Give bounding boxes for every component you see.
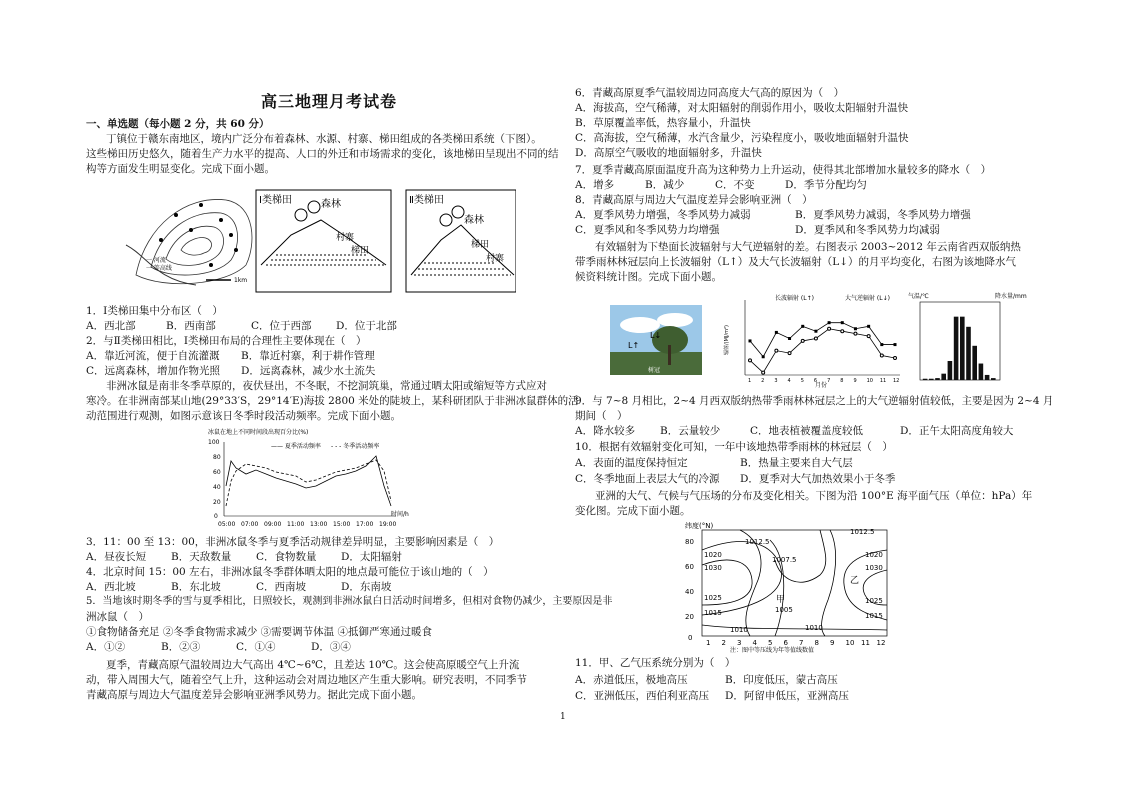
q1-option-c[interactable]: C．位于西部 [251,320,312,332]
radiation-line-chart [723,294,900,389]
radiation-xtick: 12 [893,378,900,384]
temp-label: 气温/℃ [908,293,929,300]
fig2-ytick-40: 40 [213,484,221,491]
precip-label: 降水量/mm [995,293,1027,300]
question-5-options [86,640,351,654]
up-point [854,327,857,330]
forest-label-1: 森林 [321,199,341,210]
radiation-xtick: 1 [748,378,752,384]
fig2-xtick-3: 11:00 [287,521,305,528]
isobar-xtick: 2 [721,639,726,647]
q8-option-c[interactable]: C．夏季风和冬季风势力均增强 [575,224,720,236]
q6-option-d[interactable]: D．高原空气吸收的地面辐射多，升温快 [575,147,762,159]
type1-diagram [256,190,391,292]
village-label-2: 村寨 [486,254,505,264]
radiation-ylabel: 辐射/(MJ/m²) [724,325,730,355]
fig2-ytick-80: 80 [213,454,221,461]
isobar-label-1015-b: 1015 [865,612,883,620]
q10-option-b[interactable]: B．热量主要来自大气层 [740,457,853,469]
down-point [841,330,844,333]
fig2-xtick-5: 15:00 [333,521,351,528]
isobar-label-1020-b: 1020 [865,551,883,559]
up-point [867,325,870,328]
question-9-line-1: 9．与 7~8 月相比，2~4 月西双版纳热带季雨林林冠层之上的大气逆辐射值较低，主要是因为 2~4 月 [575,395,1054,407]
type1-label: Ⅰ类梯田 [259,195,292,206]
fig2-xlabel: 时间/h [391,511,409,518]
page-number: 1 [560,712,566,722]
legend-down: 大气逆辐射 (L↓) [845,295,890,302]
precip-bar [935,378,940,380]
down-point [788,352,791,355]
legend-river: 一 河流 [146,257,166,264]
passage-2-line-3: 动范围进行观测，如图示意该日冬季时段活动频率。完成下面小题。 [86,410,401,422]
question-11-options-ab [575,673,838,687]
scale-label: 1km [234,277,248,284]
isobar-label-1007-5: 1007.5 [772,556,797,564]
q4-option-d[interactable]: D．东南坡 [341,581,392,593]
question-11-options-cd [575,689,849,703]
radiation-xtick: 10 [866,378,874,384]
q2-option-d[interactable]: D．远离森林，减少水土流失 [241,365,376,377]
down-point [867,335,870,338]
q5-option-c[interactable]: C．①④ [236,641,276,653]
ice-rat-chart [206,426,411,532]
fig2-xtick-4: 13:00 [310,521,328,528]
down-point [828,327,831,330]
question-10: 10．根据有效辐射变化可知，一年中该地热带季雨林的林冠层（ ） [575,441,893,453]
question-4-options [86,580,391,594]
isobar-xtick: 10 [845,639,855,647]
precip-bar [966,327,971,380]
section-heading: 一、单选题（每小题 2 分，共 60 分） [86,118,270,130]
isobar-ytick-20: 20 [685,613,694,621]
q11-option-a[interactable]: A．赤道低压，极地高压 [575,674,688,686]
q11-option-c[interactable]: C．亚洲低压，西伯利亚高压 [575,690,710,702]
isobar-xtick: 5 [768,639,773,647]
fig2-xtick-2: 09:00 [264,521,282,528]
radiation-xtick: 4 [787,378,791,384]
fig2-xtick-1: 07:00 [241,521,259,528]
passage-3-line-3: 青藏高原与周边大气温度差异会影响亚洲季风势力。据此完成下面小题。 [86,689,422,701]
passage-3-line-2: 动，带入周围大气，随着空气上升，这种运动会对周边地区产生重大影响。研究表明，不同季节 [86,674,527,686]
radiation-xtick: 3 [774,378,778,384]
radiation-xtick: 6 [813,378,818,384]
q10-option-c[interactable]: C．冬季地面上表层大气的冷源 [575,473,720,485]
radiation-xtick: 9 [853,378,857,384]
question-7-options [575,178,867,192]
winter-line [226,460,391,506]
legend-contour: 一 等高线 [146,265,172,272]
fig2-ytick-60: 60 [213,469,221,476]
q2-option-c[interactable]: C．远离森林，增加作物光照 [86,365,221,377]
down-point [775,349,778,352]
isobar-label-1012-5-b: 1012.5 [850,528,875,536]
passage-1-line-2: 这些梯田历史悠久，随着生产力水平的提高、人口的外迁和市场需求的变化，该地梯田呈现出不同的结 [86,148,559,160]
q1-option-a[interactable]: A．西北部 [86,320,136,332]
isobar-label-1030-b: 1030 [865,564,883,572]
precip-bar [954,317,959,380]
precip-bar [979,364,984,380]
radiation-xtick: 5 [800,378,804,384]
up-point [828,321,831,324]
down-point [880,354,883,357]
question-8-options-ab [575,208,971,222]
isobar-label-1012-5-a: 1012.5 [745,538,770,546]
isobar-label-1030-a: 1030 [704,564,722,572]
question-1-options [86,319,397,333]
terrace-label-1: 梯田 [351,246,370,256]
isobar-xtick: 4 [752,639,757,647]
radiation-xtick: 11 [879,378,887,384]
isobar-label-1015-a: 1015 [704,609,722,617]
q5-option-d[interactable]: D．③④ [311,641,351,653]
forest-photo [610,305,702,375]
question-5-choices: ①食物储备充足 ②冬季食物需求减少 ③需要调节体温 ④抵御严寒通过暖食 [86,626,433,638]
type2-label: Ⅱ类梯田 [409,195,444,206]
terrace-label-2: 梯田 [471,240,490,250]
contour-map [126,199,252,285]
isobar-figure [680,520,895,655]
isobar-xtick: 1 [706,639,711,647]
isobar-xtick: 9 [830,639,835,647]
up-point [814,330,817,333]
down-point [854,332,857,335]
photo-label: 树冠 [648,367,661,374]
q9-option-a[interactable]: A．降水较多 [575,425,636,437]
q4-option-b[interactable]: B．东北坡 [171,581,221,593]
isobar-xtick: 12 [876,639,886,647]
isobar-label-1005: 1005 [775,606,793,614]
q8-option-a[interactable]: A．夏季风势力增强，冬季风势力减弱 [575,209,751,221]
isobar-lines [702,530,887,636]
q7-option-c[interactable]: C．不变 [715,179,755,191]
radiation-figure [610,290,1050,390]
down-point [894,356,897,359]
question-7: 7．夏季青藏高原面温度升高为这种势力上升运动，使得其北部增加水量较多的降水（ ） [575,164,992,176]
question-2-options-ab [86,349,375,363]
fig2-title: 冰鼠在地上不同时间段出现百分比(%) [208,429,309,436]
passage-2-line-1: 非洲冰鼠是南非冬季草原的，夜伏昼出，不冬眠，不挖洞筑巢，常通过晒太阳或缩短等方式应对 [106,380,547,392]
down-point [762,371,765,374]
isobar-xtick: 7 [799,639,804,647]
question-9-line-2: 期间（ ） [575,410,628,422]
isobar-label-1025-a: 1025 [704,594,722,602]
q9-option-b[interactable]: B．云量较少 [660,425,721,437]
q1-option-d[interactable]: D．位于北部 [336,320,397,332]
q11-option-b[interactable]: B．印度低压，蒙古高压 [725,674,838,686]
fig2-xtick-7: 19:00 [379,521,397,528]
question-10-options-cd [575,472,895,486]
question-8: 8．青藏高原与周边大气温度差异会影响亚洲（ ） [575,194,813,206]
precip-bar [923,379,928,380]
q5-option-a[interactable]: A．①② [86,641,126,653]
fig2-xtick-0: 05:00 [218,521,236,528]
q10-option-d[interactable]: D．夏季对大气加热效果小于冬季 [740,473,896,485]
climate-bar-chart [908,292,1027,380]
q8-option-d[interactable]: D．夏季风和冬季风势力均减弱 [795,224,940,236]
down-point [749,359,752,362]
isobar-label-1025-b: 1025 [865,597,883,605]
fig2-legend-winter: - - - 冬季活动频率 [331,443,380,450]
legend-up: 长波辐射 (L↑) [775,295,814,302]
isobar-xtick: 6 [783,639,788,647]
question-4: 4．北京时间 15：00 左右，非洲冰鼠冬季群体晒太阳的地点最可能位于该山地的（ ） [86,566,494,578]
radiation-xtick: 7 [827,378,831,384]
question-5-line-1: 5．当地该时期冬季的雪与夏季相比，日照较长，观测到非洲冰鼠白日活动时间增多，但相对食物仍减少，主要原因是非 [86,596,613,607]
question-9-options [575,424,1013,438]
q4-option-c[interactable]: C．西南坡 [256,581,307,593]
q11-option-d[interactable]: D．阿留申低压，亚洲高压 [725,690,849,702]
q2-option-a[interactable]: A．靠近河流，便于自流灌溉 [86,350,220,362]
question-10-options-ab [575,456,853,470]
up-point [788,337,791,340]
longwave-up-line [750,323,895,357]
precip-bar [972,346,977,380]
isobar-xtick: 3 [737,639,742,647]
question-11: 11．甲、乙气压系统分别为（ ） [575,657,736,669]
down-point [814,337,817,340]
fig2-xtick-6: 17:00 [356,521,374,528]
isobar-label-1020-a: 1020 [704,551,722,559]
q6-option-b[interactable]: B．草原覆盖率低，热容量小，升温快 [575,117,751,129]
q3-option-b[interactable]: B．天敌数量 [171,551,232,563]
q1-option-b[interactable]: B．西南部 [166,320,216,332]
radiation-xlabel: 月份 [815,382,828,389]
precip-bar [948,361,953,380]
isobar-ytick-60: 60 [685,563,694,571]
isobar-ylabel: 纬度(°N) [685,522,714,530]
q7-option-a[interactable]: A．增多 [575,179,615,191]
q3-option-d[interactable]: D．太阳辐射 [341,551,402,563]
q3-option-a[interactable]: A．昼夜长短 [86,551,147,563]
q6-option-c[interactable]: C．高海拔，空气稀薄，水汽含量少，污染程度小，吸收地面辐射升温快 [575,132,909,144]
q7-option-d[interactable]: D．季节分配均匀 [785,179,867,191]
precip-bar [941,374,946,380]
isobar-label-1010-a: 1010 [730,626,748,634]
fig2-legend-summer: —— 夏季活动频率 [271,443,321,450]
fig2-ytick-20: 20 [213,499,221,506]
q8-option-b[interactable]: B．夏季风势力减弱，冬季风势力增强 [795,209,971,221]
up-point [762,355,765,358]
passage-3-line-1: 夏季，青藏高原气温较周边大气高出 4℃~6℃，且差达 10℃。这会使高原暖空气上升流 [106,659,520,671]
isobar-label-1010-b: 1010 [805,624,823,632]
photo-l-up: L↑ [628,341,640,350]
up-point [775,331,778,334]
question-2: 2．与Ⅱ类梯田相比，Ⅰ类梯田布局的合理性主要体现在（ ） [86,335,367,347]
photo-l-down: L↓ [650,331,662,340]
fig2-ytick-0: 0 [214,513,218,520]
isobar-ytick-80: 80 [685,538,694,546]
jia-label: 甲 [776,595,786,605]
passage-4-line-2: 带季雨林林冠层向上长波辐射（L↑）及大气长波辐射（L↓）的月平均变化，右图为该地降水气 [575,256,1017,268]
isobar-xtick: 11 [861,639,870,647]
isobar-xtick: 8 [814,639,819,647]
q6-option-a[interactable]: A．海拔高，空气稀薄，对太阳辐射的削弱作用小，吸收太阳辐射升温快 [575,102,909,114]
precip-bar [929,379,934,380]
isobar-ytick-0: 0 [688,634,693,642]
terrace-figure [106,185,516,300]
precip-bar [960,317,965,380]
isobar-ytick-40: 40 [685,588,694,596]
passage-1-line-3: 构等方面发生明显变化。完成下面小题。 [86,163,275,175]
question-3: 3．11：00 至 13：00，非洲冰鼠冬季与夏季活动规律差异明显，主要影响因素是（ ） [86,536,500,548]
question-3-options [86,550,402,564]
q2-option-b[interactable]: B．靠近村寨，利于耕作管理 [241,350,375,362]
up-point [841,321,844,324]
q3-option-c[interactable]: C．食物数量 [256,551,317,563]
precip-bar [985,375,990,380]
passage-4-line-1: 有效辐射为下垫面长波辐射与大气逆辐射的差。右图表示 2003~2012 年云南省西双版纳热 [595,241,1021,253]
precip-bar [991,378,996,380]
passage-5-line-2: 变化图。完成下面小题。 [575,505,691,517]
q10-option-a[interactable]: A．表面的温度保持恒定 [575,457,688,469]
radiation-xtick: 8 [840,378,844,384]
down-point [801,339,804,342]
q9-option-d[interactable]: D．正午太阳高度角较大 [900,425,1014,437]
isobar-note: 注：图中等压线为年等值线数值 [730,647,815,654]
passage-2-line-2: 寒冷。在非洲南部某山地(29°33′S，29°14′E)海拔 2800 米处的陡坡上，某科研团队于非洲冰鼠群体的活 [86,395,579,407]
question-5-line-2: 洲冰鼠（ ） [86,611,149,623]
question-6: 6．青藏高原夏季气温较周边同高度大气高的原因为（ ） [575,87,845,99]
q9-option-c[interactable]: C．地表植被覆盖度较低 [750,425,864,437]
passage-5-line-1: 亚洲的大气、气候与气压场的分布及变化相关。下图为沿 100°E 海平面气压（单位：hPa）年 [595,490,1033,502]
fig2-ytick-100: 100 [208,439,220,446]
passage-1-line-1: 丁镇位于赣东南地区，境内广泛分布着森林、水源、村寨、梯田组成的各类梯田系统（下图）。 [106,133,542,145]
up-point [880,343,883,346]
up-point [894,343,897,346]
up-point [801,325,804,328]
radiation-xtick: 2 [761,378,765,384]
q4-option-a[interactable]: A．西北坡 [86,581,136,593]
question-8-options-cd [575,223,940,237]
q5-option-b[interactable]: B．②③ [161,641,201,653]
up-point [749,339,752,342]
type2-diagram [406,190,516,292]
page-title: 高三地理月考试卷 [261,92,398,111]
village-label-1: 村寨 [336,233,355,243]
question-1: 1．Ⅰ类梯田集中分布区（ ） [86,305,223,317]
question-2-options-cd [86,364,375,378]
q7-option-b[interactable]: B．减少 [645,179,685,191]
yi-label: 乙 [850,576,860,586]
atm-counter-line [750,329,895,373]
forest-label-2: 森林 [464,215,484,226]
passage-4-line-3: 候资料统计图。完成下面小题。 [575,271,722,283]
